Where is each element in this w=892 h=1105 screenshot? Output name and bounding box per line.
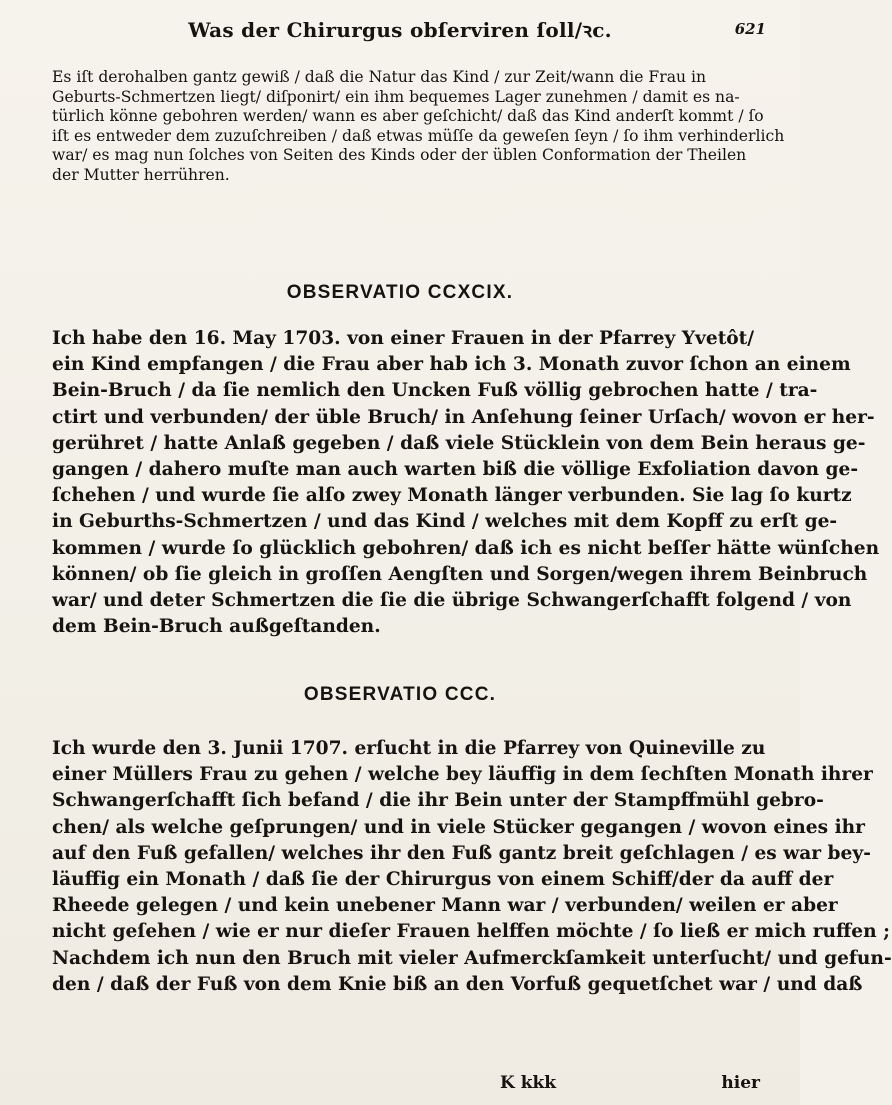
text-line: chen/ als welche geſprungen/ und in viele Stücker gegangen / wovon eines ihr	[52, 816, 865, 838]
text-line: Bein-Bruch / da ſie nemlich den Uncken Fuß völlig gebrochen hatte / tra-	[52, 380, 818, 402]
text-line: kommen / wurde ſo glücklich gebohren/ daß ich es nicht beſſer hätte wünſchen	[52, 537, 880, 559]
text-line: in Geburths-Schmertzen / und das Kind / welches mit dem Kopff zu erſt ge-	[52, 511, 838, 533]
signature-mark: K kkk	[500, 1073, 557, 1093]
text-line: einer Müllers Frau zu gehen / welche bey läuffig in dem ſechſten Monath ihrer	[52, 764, 873, 786]
text-line: nicht geſehen / wie er nur dieſer Frauen helffen möchte / ſo ließ er mich ruffen ;	[52, 921, 890, 943]
text-line: der Mutter herrühren.	[52, 165, 230, 184]
text-line: war/ und deter Schmertzen die ſie die übrige Schwangerſchafft folgend / von	[52, 590, 852, 612]
text-line: war/ es mag nun ſolches von Seiten des Kinds oder der üblen Conformation der Theilen	[52, 146, 747, 164]
text-line: läuffig ein Monath / daß ſie der Chirurgus von einem Schiff/der da auff der	[52, 869, 834, 891]
text-line: ſchehen / und wurde ſie alſo zwey Monath länger verbunden. Sie lag ſo kurtz	[52, 485, 852, 507]
catchword: hier	[721, 1073, 760, 1093]
text-line: können/ ob ſie gleich in groſſen Aengſten und Sorgen/wegen ihrem Beinbruch	[52, 563, 868, 585]
observation-299-body	[52, 326, 880, 640]
observation-heading-300: OBSERVATIO CCC.	[303, 684, 497, 705]
text-line: Geburts-Schmertzen liegt/ diſponirt/ ein ihm bequemes Lager zunehmen / damit es na-	[52, 87, 740, 106]
intro-paragraph	[52, 68, 785, 185]
observation-300-body	[52, 736, 892, 998]
text-line: Rheede gelegen / und kein unebener Mann war / verbunden/ weilen er aber	[52, 895, 838, 917]
text-line: gerühret / hatte Anlaß gegeben / daß viele Stücklein von dem Bein heraus ge-	[52, 432, 866, 454]
text-line: Ich wurde den 3. Junii 1707. erſucht in die Pfarrey von Quineville zu	[52, 738, 766, 759]
text-line: auf den Fuß gefallen/ welches ihr den Fuß gantz breit geſchlagen / es war bey-	[52, 842, 871, 864]
running-head	[0, 14, 800, 44]
text-line: ein Kind empfangen / die Frau aber hab ich 3. Monath zuvor ſchon an einem	[52, 354, 851, 376]
text-line: Nachdem ich nun den Bruch mit vieler Aufmerckſamkeit unterſucht/ und gefun-	[52, 947, 892, 969]
text-line: Es iſt derohalben gantz gewiß / daß die Natur das Kind / zur Zeit/wann die Frau in	[52, 68, 707, 86]
text-line: ctirt und verbunden/ der üble Bruch/ in Anſehung ſeiner Urſach/ wovon er her-	[52, 406, 875, 428]
observation-heading-299: OBSERVATIO CCXCIX.	[286, 282, 514, 303]
text-line: türlich könne gebohren werden/ wann es aber geſchicht/ daß das Kind anderſt kommt / ſo	[52, 107, 764, 125]
text-line: Ich habe den 16. May 1703. von einer Frauen in der Pfarrey Yvetôt/	[52, 328, 755, 349]
text-line: gangen / dahero muſte man auch warten biß die völlige Exfoliation davon ge-	[52, 459, 859, 481]
running-title: Was der Chirurgus obſerviren ſoll/ꝛc.	[188, 18, 612, 42]
text-line: Schwangerſchafft ſich befand / die ihr Bein unter der Stampffmühl gebro-	[52, 790, 824, 812]
page-number: 621	[734, 20, 766, 38]
text-line: iſt es entweder dem zuzuſchreiben / daß etwas müſſe da geweſen ſeyn / ſo ihm verhinderlich	[52, 126, 785, 145]
text-line: dem Bein-Bruch außgeſtanden.	[52, 616, 381, 638]
text-line: den / daß der Fuß von dem Knie biß an den Vorfuß gequetſchet war / und daß	[52, 973, 863, 995]
